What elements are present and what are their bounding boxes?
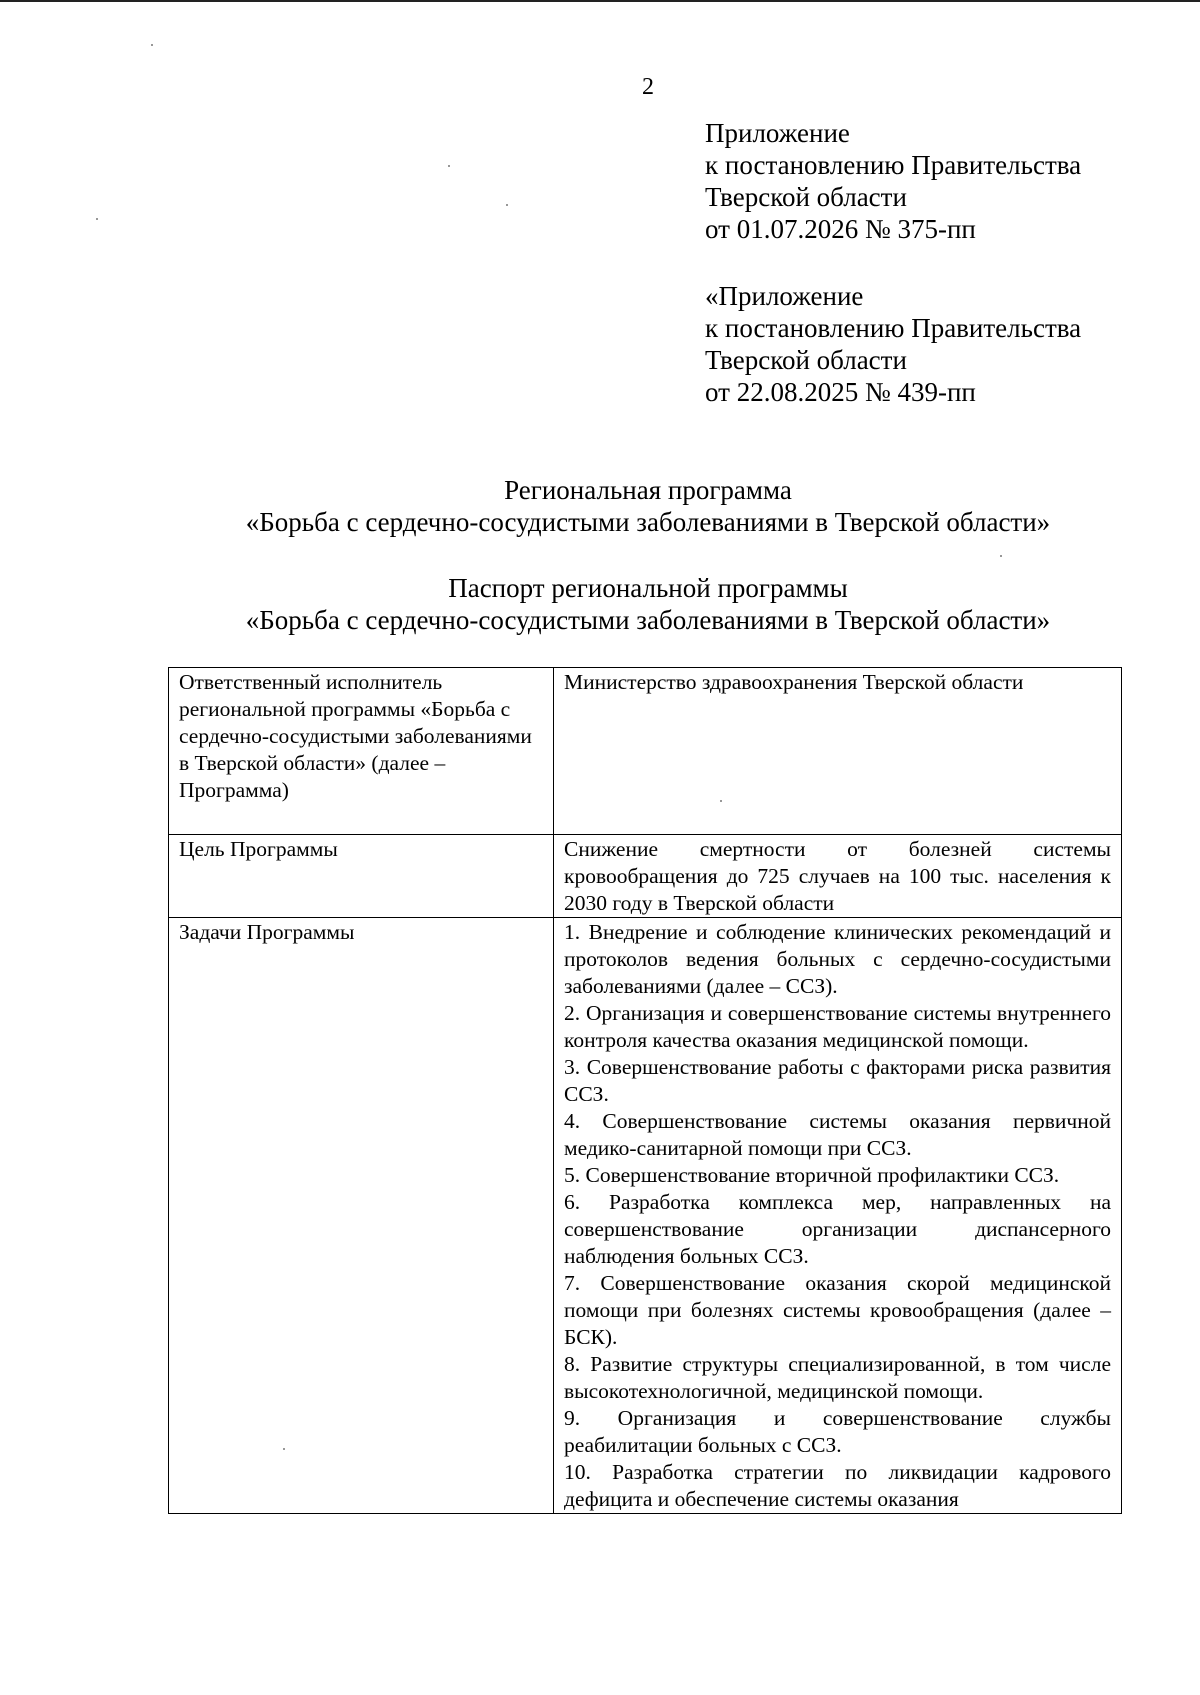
- row-label: Цель Программы: [169, 835, 554, 918]
- appendix-previous-line: к постановлению Правительства: [705, 313, 1082, 343]
- task-item: 7. Совершенствование оказания скорой медицинской помощи при болезнях системы кровообращения (далее – БСК).: [564, 1271, 1111, 1349]
- passport-title: [150, 572, 1146, 636]
- table-row: [169, 668, 1122, 835]
- page-number: 2: [642, 74, 654, 100]
- appendix-current-line: от 01.07.2026 № 375-пп: [705, 214, 976, 244]
- passport-table: [168, 667, 1122, 1514]
- row-label: Задачи Программы: [169, 918, 554, 1514]
- program-title: [150, 474, 1146, 538]
- tasks-list: [554, 918, 1122, 1514]
- task-item: 3. Совершенствование работы с факторами риска развития ССЗ.: [564, 1055, 1111, 1106]
- appendix-current-line: Тверской области: [705, 182, 907, 212]
- appendix-current-line: Приложение: [705, 118, 850, 148]
- task-item: 6. Разработка комплекса мер, направленных на совершенствование организации диспансерного наблюдения больных ССЗ.: [564, 1190, 1111, 1268]
- page-top-edge: [0, 0, 1200, 2]
- appendix-previous-line: от 22.08.2025 № 439-пп: [705, 377, 976, 407]
- row-value: Министерство здравоохранения Тверской области: [554, 668, 1122, 835]
- table-row: [169, 918, 1122, 1514]
- row-label: Ответственный исполнитель региональной программы «Борьба с сердечно-сосудистыми заболеваниями в Тверской области» (далее – Программа): [169, 668, 554, 835]
- appendix-current-line: к постановлению Правительства: [705, 150, 1082, 180]
- task-item: 4. Совершенствование системы оказания первичной медико-санитарной помощи при ССЗ.: [564, 1109, 1111, 1160]
- task-item: 2. Организация и совершенствование системы внутреннего контроля качества оказания медицинской помощи.: [564, 1001, 1111, 1052]
- appendix-previous-block: [705, 280, 1081, 408]
- appendix-previous-line: «Приложение: [705, 281, 864, 311]
- passport-title-line: Паспорт региональной программы: [448, 573, 848, 603]
- row-value: Снижение смертности от болезней системы кровообращения до 725 случаев на 100 тыс. населения к 2030 году в Тверской области: [554, 835, 1122, 918]
- program-title-line: Региональная программа: [504, 475, 792, 505]
- table-row: [169, 835, 1122, 918]
- task-item: 1. Внедрение и соблюдение клинических рекомендаций и протоколов ведения больных с сердечно-сосудистыми заболеваниями (далее – ССЗ).: [564, 920, 1111, 998]
- appendix-previous-line: Тверской области: [705, 345, 907, 375]
- passport-title-line: «Борьба с сердечно-сосудистыми заболеваниями в Тверской области»: [245, 605, 1051, 635]
- task-item: 8. Развитие структуры специализированной, в том числе высокотехнологичной, медицинской помощи.: [564, 1352, 1111, 1403]
- task-item: 5. Совершенствование вторичной профилактики ССЗ.: [564, 1163, 1060, 1187]
- program-title-line: «Борьба с сердечно-сосудистыми заболеваниями в Тверской области»: [245, 507, 1051, 537]
- task-item: 9. Организация и совершенствование службы реабилитации больных с ССЗ.: [564, 1406, 1111, 1457]
- appendix-current-block: [705, 117, 1081, 245]
- task-item: 10. Разработка стратегии по ликвидации кадрового дефицита и обеспечение системы оказания: [564, 1460, 1111, 1511]
